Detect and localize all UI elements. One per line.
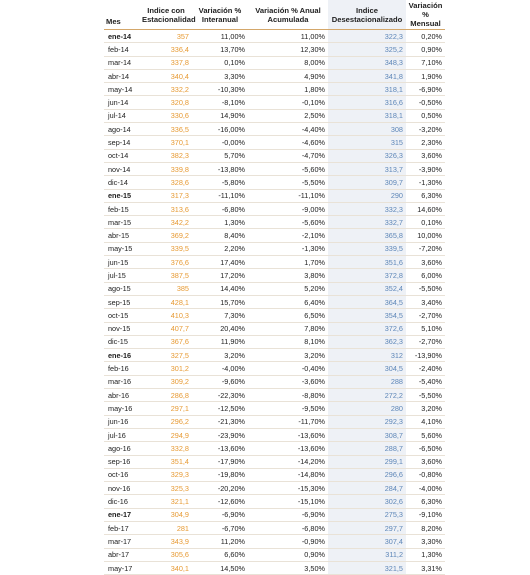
table-row[interactable] <box>104 389 445 402</box>
cell-interanual[interactable]: 11,20% <box>192 535 248 548</box>
cell-desestacionalizado[interactable]: 318,1 <box>328 83 406 96</box>
cell-mensual[interactable]: -0,80% <box>406 468 445 481</box>
cell-desestacionalizado[interactable]: 332,3 <box>328 202 406 215</box>
cell-indice[interactable]: 357 <box>140 30 192 43</box>
table-row[interactable] <box>104 56 445 69</box>
data-table <box>104 0 445 575</box>
cell-anual[interactable]: -15,10% <box>248 495 328 508</box>
cell-interanual[interactable]: 15,70% <box>192 295 248 308</box>
cell-indice[interactable]: 297,1 <box>140 402 192 415</box>
cell-interanual[interactable]: 6,60% <box>192 548 248 561</box>
header-mes[interactable]: Mes <box>104 0 140 30</box>
cell-mes[interactable]: jun-15 <box>104 256 140 269</box>
cell-interanual[interactable]: -23,90% <box>192 428 248 441</box>
cell-anual[interactable]: -13,60% <box>248 428 328 441</box>
table-row[interactable] <box>104 229 445 242</box>
cell-desestacionalizado[interactable]: 311,2 <box>328 548 406 561</box>
cell-indice[interactable]: 343,9 <box>140 535 192 548</box>
cell-mes[interactable]: jul-15 <box>104 269 140 282</box>
table-row[interactable] <box>104 548 445 561</box>
cell-anual[interactable]: 2,50% <box>248 109 328 122</box>
cell-mensual[interactable]: 0,20% <box>406 30 445 43</box>
cell-interanual[interactable]: -5,80% <box>192 176 248 189</box>
cell-mensual[interactable]: -4,00% <box>406 482 445 495</box>
table-row[interactable] <box>104 428 445 441</box>
cell-indice[interactable]: 309,2 <box>140 375 192 388</box>
cell-desestacionalizado[interactable]: 352,4 <box>328 282 406 295</box>
cell-desestacionalizado[interactable]: 365,8 <box>328 229 406 242</box>
cell-anual[interactable]: -4,40% <box>248 123 328 136</box>
cell-anual[interactable]: -15,30% <box>248 482 328 495</box>
cell-mensual[interactable]: -2,70% <box>406 335 445 348</box>
cell-indice[interactable]: 320,8 <box>140 96 192 109</box>
cell-mensual[interactable]: 5,60% <box>406 428 445 441</box>
cell-desestacionalizado[interactable]: 312 <box>328 349 406 362</box>
cell-desestacionalizado[interactable]: 304,5 <box>328 362 406 375</box>
table-row[interactable] <box>104 30 445 43</box>
cell-indice[interactable]: 336,5 <box>140 123 192 136</box>
cell-anual[interactable]: -13,60% <box>248 442 328 455</box>
cell-desestacionalizado[interactable]: 362,3 <box>328 335 406 348</box>
cell-anual[interactable]: -2,10% <box>248 229 328 242</box>
cell-anual[interactable]: -3,60% <box>248 375 328 388</box>
cell-mensual[interactable]: -0,50% <box>406 96 445 109</box>
cell-mes[interactable]: oct-14 <box>104 149 140 162</box>
cell-indice[interactable]: 296,2 <box>140 415 192 428</box>
cell-mes[interactable]: abr-15 <box>104 229 140 242</box>
cell-indice[interactable]: 339,5 <box>140 242 192 255</box>
table-row[interactable] <box>104 349 445 362</box>
cell-desestacionalizado[interactable]: 308,7 <box>328 428 406 441</box>
cell-mes[interactable]: jun-14 <box>104 96 140 109</box>
cell-interanual[interactable]: -17,90% <box>192 455 248 468</box>
cell-mensual[interactable]: 10,00% <box>406 229 445 242</box>
cell-desestacionalizado[interactable]: 288,7 <box>328 442 406 455</box>
cell-interanual[interactable]: 17,40% <box>192 256 248 269</box>
cell-anual[interactable]: -0,40% <box>248 362 328 375</box>
cell-mes[interactable]: ago-14 <box>104 123 140 136</box>
cell-mes[interactable]: ene-16 <box>104 349 140 362</box>
cell-mes[interactable]: feb-15 <box>104 202 140 215</box>
cell-mes[interactable]: nov-15 <box>104 322 140 335</box>
cell-interanual[interactable]: -8,10% <box>192 96 248 109</box>
cell-anual[interactable]: 6,50% <box>248 309 328 322</box>
cell-mensual[interactable]: -3,20% <box>406 123 445 136</box>
cell-indice[interactable]: 325,3 <box>140 482 192 495</box>
cell-anual[interactable]: 11,00% <box>248 30 328 43</box>
cell-mensual[interactable]: -5,50% <box>406 389 445 402</box>
cell-anual[interactable]: -9,00% <box>248 202 328 215</box>
cell-desestacionalizado[interactable]: 313,7 <box>328 162 406 175</box>
cell-interanual[interactable]: -22,30% <box>192 389 248 402</box>
cell-desestacionalizado[interactable]: 296,6 <box>328 468 406 481</box>
header-row <box>104 0 445 30</box>
cell-anual[interactable]: 3,80% <box>248 269 328 282</box>
cell-anual[interactable]: -0,10% <box>248 96 328 109</box>
cell-interanual[interactable]: -6,80% <box>192 202 248 215</box>
cell-anual[interactable]: 3,50% <box>248 561 328 574</box>
cell-desestacionalizado[interactable]: 290 <box>328 189 406 202</box>
cell-interanual[interactable]: -6,90% <box>192 508 248 521</box>
table-row[interactable] <box>104 43 445 56</box>
header-indice-desestacionalizado[interactable]: Indice Desestacionalizado <box>328 0 406 30</box>
cell-indice[interactable]: 329,3 <box>140 468 192 481</box>
cell-mensual[interactable]: 8,20% <box>406 521 445 534</box>
cell-anual[interactable]: 3,20% <box>248 349 328 362</box>
cell-indice[interactable]: 342,2 <box>140 216 192 229</box>
cell-mes[interactable]: ago-15 <box>104 282 140 295</box>
cell-indice[interactable]: 407,7 <box>140 322 192 335</box>
header-variacion-interanual[interactable]: Variación % Interanual <box>192 0 248 30</box>
cell-indice[interactable]: 339,8 <box>140 162 192 175</box>
cell-interanual[interactable]: -12,50% <box>192 402 248 415</box>
cell-indice[interactable]: 387,5 <box>140 269 192 282</box>
table-row[interactable] <box>104 495 445 508</box>
cell-desestacionalizado[interactable]: 354,5 <box>328 309 406 322</box>
cell-indice[interactable]: 321,1 <box>140 495 192 508</box>
cell-mes[interactable]: sep-15 <box>104 295 140 308</box>
cell-desestacionalizado[interactable]: 307,4 <box>328 535 406 548</box>
table-row[interactable] <box>104 442 445 455</box>
table-row[interactable] <box>104 189 445 202</box>
cell-indice[interactable]: 428,1 <box>140 295 192 308</box>
cell-mes[interactable]: dic-15 <box>104 335 140 348</box>
cell-desestacionalizado[interactable]: 299,1 <box>328 455 406 468</box>
cell-indice[interactable]: 351,4 <box>140 455 192 468</box>
cell-anual[interactable]: -6,90% <box>248 508 328 521</box>
cell-indice[interactable]: 304,9 <box>140 508 192 521</box>
cell-indice[interactable]: 369,2 <box>140 229 192 242</box>
cell-mes[interactable]: may-15 <box>104 242 140 255</box>
cell-interanual[interactable]: -10,30% <box>192 83 248 96</box>
cell-mensual[interactable]: 4,10% <box>406 415 445 428</box>
cell-anual[interactable]: 4,90% <box>248 69 328 82</box>
cell-anual[interactable]: -11,70% <box>248 415 328 428</box>
cell-indice[interactable]: 370,1 <box>140 136 192 149</box>
cell-anual[interactable]: -1,30% <box>248 242 328 255</box>
cell-mensual[interactable]: -2,40% <box>406 362 445 375</box>
table-row[interactable] <box>104 508 445 521</box>
cell-anual[interactable]: -4,70% <box>248 149 328 162</box>
table-row[interactable] <box>104 136 445 149</box>
cell-anual[interactable]: 1,70% <box>248 256 328 269</box>
cell-desestacionalizado[interactable]: 280 <box>328 402 406 415</box>
cell-mes[interactable]: feb-17 <box>104 521 140 534</box>
cell-interanual[interactable]: 11,00% <box>192 30 248 43</box>
cell-mes[interactable]: may-14 <box>104 83 140 96</box>
table-row[interactable] <box>104 415 445 428</box>
cell-mensual[interactable]: 3,60% <box>406 256 445 269</box>
data-table-container <box>104 0 445 573</box>
cell-interanual[interactable]: 1,30% <box>192 216 248 229</box>
cell-mensual[interactable]: -5,40% <box>406 375 445 388</box>
cell-mes[interactable]: abr-14 <box>104 69 140 82</box>
cell-desestacionalizado[interactable]: 339,5 <box>328 242 406 255</box>
cell-mensual[interactable]: -2,70% <box>406 309 445 322</box>
cell-interanual[interactable]: 14,90% <box>192 109 248 122</box>
cell-mensual[interactable]: 5,10% <box>406 322 445 335</box>
cell-interanual[interactable]: -0,00% <box>192 136 248 149</box>
cell-anual[interactable]: 6,40% <box>248 295 328 308</box>
cell-indice[interactable]: 313,6 <box>140 202 192 215</box>
cell-indice[interactable]: 340,1 <box>140 561 192 574</box>
cell-mes[interactable]: dic-14 <box>104 176 140 189</box>
cell-desestacionalizado[interactable]: 351,6 <box>328 256 406 269</box>
cell-indice[interactable]: 336,4 <box>140 43 192 56</box>
cell-mensual[interactable]: 3,60% <box>406 149 445 162</box>
cell-mensual[interactable]: 6,30% <box>406 189 445 202</box>
table-row[interactable] <box>104 482 445 495</box>
table-row[interactable] <box>104 455 445 468</box>
cell-desestacionalizado[interactable]: 322,3 <box>328 30 406 43</box>
cell-indice[interactable]: 332,8 <box>140 442 192 455</box>
cell-indice[interactable]: 337,8 <box>140 56 192 69</box>
cell-indice[interactable]: 294,9 <box>140 428 192 441</box>
cell-mensual[interactable]: -6,90% <box>406 83 445 96</box>
cell-interanual[interactable]: -13,60% <box>192 442 248 455</box>
table-row[interactable] <box>104 561 445 574</box>
cell-mes[interactable]: may-17 <box>104 561 140 574</box>
cell-anual[interactable]: -14,80% <box>248 468 328 481</box>
cell-anual[interactable]: -9,50% <box>248 402 328 415</box>
table-row[interactable] <box>104 69 445 82</box>
cell-interanual[interactable]: 13,70% <box>192 43 248 56</box>
cell-desestacionalizado[interactable]: 309,7 <box>328 176 406 189</box>
cell-indice[interactable]: 410,3 <box>140 309 192 322</box>
cell-mes[interactable]: oct-16 <box>104 468 140 481</box>
cell-interanual[interactable]: -13,80% <box>192 162 248 175</box>
cell-mes[interactable]: sep-14 <box>104 136 140 149</box>
table-row[interactable] <box>104 468 445 481</box>
cell-desestacionalizado[interactable]: 288 <box>328 375 406 388</box>
table-row[interactable] <box>104 362 445 375</box>
table-row[interactable] <box>104 375 445 388</box>
cell-mes[interactable]: mar-15 <box>104 216 140 229</box>
cell-desestacionalizado[interactable]: 308 <box>328 123 406 136</box>
cell-mes[interactable]: feb-14 <box>104 43 140 56</box>
cell-interanual[interactable]: 5,70% <box>192 149 248 162</box>
table-row[interactable] <box>104 83 445 96</box>
cell-mensual[interactable]: 3,40% <box>406 295 445 308</box>
cell-anual[interactable]: -8,80% <box>248 389 328 402</box>
table-row[interactable] <box>104 535 445 548</box>
cell-mes[interactable]: abr-16 <box>104 389 140 402</box>
cell-mes[interactable]: feb-16 <box>104 362 140 375</box>
cell-interanual[interactable]: -20,20% <box>192 482 248 495</box>
cell-mensual[interactable]: -9,10% <box>406 508 445 521</box>
header-variacion-mensual[interactable]: Variación % Mensual <box>406 0 445 30</box>
cell-interanual[interactable]: -16,00% <box>192 123 248 136</box>
cell-mes[interactable]: abr-17 <box>104 548 140 561</box>
cell-mes[interactable]: dic-16 <box>104 495 140 508</box>
cell-desestacionalizado[interactable]: 372,6 <box>328 322 406 335</box>
cell-anual[interactable]: -14,20% <box>248 455 328 468</box>
cell-mensual[interactable]: -7,20% <box>406 242 445 255</box>
cell-interanual[interactable]: 20,40% <box>192 322 248 335</box>
cell-interanual[interactable]: -6,70% <box>192 521 248 534</box>
cell-indice[interactable]: 317,3 <box>140 189 192 202</box>
cell-anual[interactable]: -6,80% <box>248 521 328 534</box>
cell-mes[interactable]: jul-16 <box>104 428 140 441</box>
cell-indice[interactable]: 286,8 <box>140 389 192 402</box>
cell-mensual[interactable]: -5,50% <box>406 282 445 295</box>
cell-indice[interactable]: 385 <box>140 282 192 295</box>
cell-indice[interactable]: 328,6 <box>140 176 192 189</box>
cell-anual[interactable]: 8,10% <box>248 335 328 348</box>
table-row[interactable] <box>104 322 445 335</box>
cell-mensual[interactable]: 3,30% <box>406 535 445 548</box>
header-indice-estacionalidad[interactable]: Indice con Estacionalidad <box>140 0 192 30</box>
table-row[interactable] <box>104 521 445 534</box>
cell-mes[interactable]: sep-16 <box>104 455 140 468</box>
cell-anual[interactable]: -5,60% <box>248 216 328 229</box>
table-row[interactable] <box>104 242 445 255</box>
cell-indice[interactable]: 281 <box>140 521 192 534</box>
cell-mes[interactable]: ago-16 <box>104 442 140 455</box>
table-row[interactable] <box>104 402 445 415</box>
cell-mensual[interactable]: -3,90% <box>406 162 445 175</box>
cell-desestacionalizado[interactable]: 272,2 <box>328 389 406 402</box>
cell-interanual[interactable]: -12,60% <box>192 495 248 508</box>
cell-mes[interactable]: nov-14 <box>104 162 140 175</box>
cell-interanual[interactable]: 3,20% <box>192 349 248 362</box>
cell-interanual[interactable]: -19,80% <box>192 468 248 481</box>
table-row[interactable] <box>104 96 445 109</box>
cell-anual[interactable]: -0,90% <box>248 535 328 548</box>
cell-mes[interactable]: ene-17 <box>104 508 140 521</box>
table-row[interactable] <box>104 216 445 229</box>
cell-anual[interactable]: 0,90% <box>248 548 328 561</box>
cell-indice[interactable]: 376,6 <box>140 256 192 269</box>
cell-mensual[interactable]: -6,50% <box>406 442 445 455</box>
cell-indice[interactable]: 330,6 <box>140 109 192 122</box>
table-row[interactable] <box>104 269 445 282</box>
cell-interanual[interactable]: 17,20% <box>192 269 248 282</box>
cell-desestacionalizado[interactable]: 325,2 <box>328 43 406 56</box>
cell-desestacionalizado[interactable]: 364,5 <box>328 295 406 308</box>
header-variacion-anual-acumulada[interactable]: Variación % Anual Acumulada <box>248 0 328 30</box>
cell-desestacionalizado[interactable]: 318,1 <box>328 109 406 122</box>
cell-mes[interactable]: nov-16 <box>104 482 140 495</box>
table-row[interactable] <box>104 256 445 269</box>
cell-desestacionalizado[interactable]: 292,3 <box>328 415 406 428</box>
table-row[interactable] <box>104 282 445 295</box>
cell-indice[interactable]: 301,2 <box>140 362 192 375</box>
cell-mensual[interactable]: 3,31% <box>406 561 445 574</box>
cell-mensual[interactable]: -1,30% <box>406 176 445 189</box>
cell-desestacionalizado[interactable]: 284,7 <box>328 482 406 495</box>
cell-indice[interactable]: 327,5 <box>140 349 192 362</box>
cell-desestacionalizado[interactable]: 315 <box>328 136 406 149</box>
cell-mensual[interactable]: 0,10% <box>406 216 445 229</box>
table-row[interactable] <box>104 176 445 189</box>
cell-mes[interactable]: mar-14 <box>104 56 140 69</box>
cell-interanual[interactable]: -11,10% <box>192 189 248 202</box>
cell-mensual[interactable]: 0,50% <box>406 109 445 122</box>
cell-indice[interactable]: 305,6 <box>140 548 192 561</box>
table-body <box>104 30 445 575</box>
cell-indice[interactable]: 332,2 <box>140 83 192 96</box>
cell-mes[interactable]: oct-15 <box>104 309 140 322</box>
cell-anual[interactable]: 7,80% <box>248 322 328 335</box>
cell-desestacionalizado[interactable]: 332,7 <box>328 216 406 229</box>
cell-anual[interactable]: -5,50% <box>248 176 328 189</box>
cell-interanual[interactable]: 11,90% <box>192 335 248 348</box>
cell-mes[interactable]: ene-15 <box>104 189 140 202</box>
cell-anual[interactable]: 12,30% <box>248 43 328 56</box>
cell-mes[interactable]: mar-16 <box>104 375 140 388</box>
cell-mensual[interactable]: -13,90% <box>406 349 445 362</box>
cell-interanual[interactable]: 14,50% <box>192 561 248 574</box>
table-row[interactable] <box>104 109 445 122</box>
cell-mensual[interactable]: 7,10% <box>406 56 445 69</box>
cell-interanual[interactable]: 0,10% <box>192 56 248 69</box>
cell-mes[interactable]: may-16 <box>104 402 140 415</box>
cell-mes[interactable]: ene-14 <box>104 30 140 43</box>
cell-mes[interactable]: jun-16 <box>104 415 140 428</box>
cell-interanual[interactable]: 3,30% <box>192 69 248 82</box>
cell-indice[interactable]: 340,4 <box>140 69 192 82</box>
cell-interanual[interactable]: 7,30% <box>192 309 248 322</box>
cell-anual[interactable]: 1,80% <box>248 83 328 96</box>
cell-mensual[interactable]: 1,30% <box>406 548 445 561</box>
cell-anual[interactable]: -4,60% <box>248 136 328 149</box>
cell-mensual[interactable]: 3,60% <box>406 455 445 468</box>
cell-desestacionalizado[interactable]: 348,3 <box>328 56 406 69</box>
table-row[interactable] <box>104 123 445 136</box>
cell-anual[interactable]: -11,10% <box>248 189 328 202</box>
cell-interanual[interactable]: 14,40% <box>192 282 248 295</box>
cell-mensual[interactable]: 0,90% <box>406 43 445 56</box>
cell-desestacionalizado[interactable]: 316,6 <box>328 96 406 109</box>
cell-mensual[interactable]: 14,60% <box>406 202 445 215</box>
cell-desestacionalizado[interactable]: 275,3 <box>328 508 406 521</box>
cell-interanual[interactable]: 2,20% <box>192 242 248 255</box>
table-row[interactable] <box>104 149 445 162</box>
cell-desestacionalizado[interactable]: 341,8 <box>328 69 406 82</box>
cell-mensual[interactable]: 6,30% <box>406 495 445 508</box>
table-row[interactable] <box>104 295 445 308</box>
table-row[interactable] <box>104 162 445 175</box>
cell-desestacionalizado[interactable]: 302,6 <box>328 495 406 508</box>
cell-interanual[interactable]: 8,40% <box>192 229 248 242</box>
cell-interanual[interactable]: -21,30% <box>192 415 248 428</box>
cell-desestacionalizado[interactable]: 326,3 <box>328 149 406 162</box>
cell-desestacionalizado[interactable]: 321,5 <box>328 561 406 574</box>
cell-desestacionalizado[interactable]: 297,7 <box>328 521 406 534</box>
cell-anual[interactable]: -5,60% <box>248 162 328 175</box>
cell-anual[interactable]: 8,00% <box>248 56 328 69</box>
cell-mes[interactable]: mar-17 <box>104 535 140 548</box>
cell-indice[interactable]: 382,3 <box>140 149 192 162</box>
cell-interanual[interactable]: -4,00% <box>192 362 248 375</box>
cell-desestacionalizado[interactable]: 372,8 <box>328 269 406 282</box>
cell-anual[interactable]: 5,20% <box>248 282 328 295</box>
cell-mensual[interactable]: 1,90% <box>406 69 445 82</box>
cell-mes[interactable]: jul-14 <box>104 109 140 122</box>
table-row[interactable] <box>104 202 445 215</box>
cell-mensual[interactable]: 3,20% <box>406 402 445 415</box>
cell-mensual[interactable]: 2,30% <box>406 136 445 149</box>
cell-mensual[interactable]: 6,00% <box>406 269 445 282</box>
cell-interanual[interactable]: -9,60% <box>192 375 248 388</box>
table-row[interactable] <box>104 335 445 348</box>
cell-indice[interactable]: 367,6 <box>140 335 192 348</box>
table-row[interactable] <box>104 309 445 322</box>
